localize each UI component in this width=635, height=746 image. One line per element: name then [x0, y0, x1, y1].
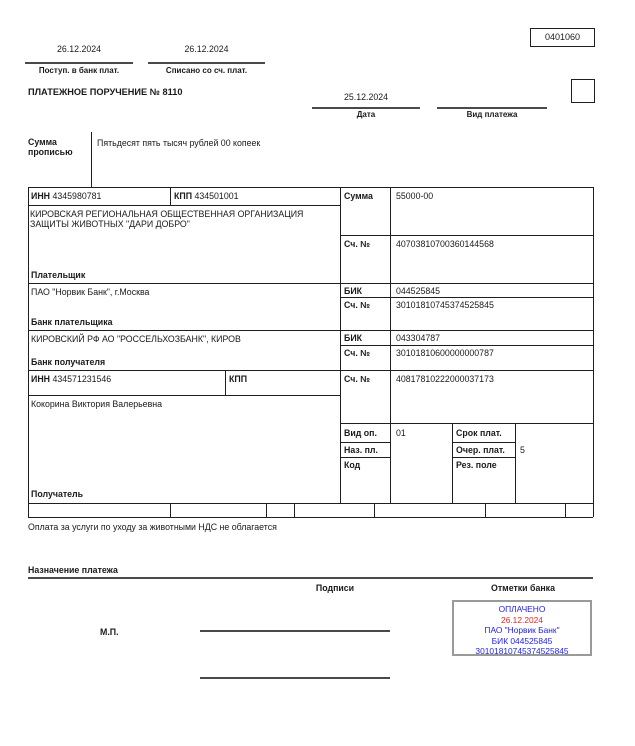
stamp-paid-text: ОПЛАЧЕНО: [498, 604, 546, 614]
table-line-payer-inn-bottom: [28, 205, 340, 206]
table-col-label-left: [340, 187, 341, 503]
amount-words-label: Сумма прописью: [28, 137, 73, 158]
beneficiary-bank-name: КИРОВСКИЙ РФ АО "РОССЕЛЬХОЗБАНК", КИРОВ: [31, 334, 241, 344]
payer-kpp-value: 434501001: [194, 191, 239, 201]
op-type-value: 01: [396, 428, 406, 438]
beneficiary-section-label: Получатель: [31, 489, 84, 499]
vidop-block-col2-left: [452, 423, 453, 503]
strip-divider-4: [374, 503, 375, 517]
vidop-block-col2-right: [515, 423, 516, 503]
beneficiary-bank-bik-label: БИК: [344, 333, 363, 343]
signature-line-1: [200, 630, 390, 632]
payment-type-label: Вид платежа: [466, 110, 518, 119]
beneficiary-kpp-divider: [225, 370, 226, 395]
payer-bank-bik: 044525845: [396, 286, 441, 296]
table-line-recipient-bottom: [28, 503, 593, 504]
payer-account: 40703810700360144568: [396, 239, 494, 249]
payer-kpp-label: КПП: [174, 191, 193, 201]
table-line-payer-bottom: [28, 283, 593, 284]
table-line-srok-bottom: [452, 442, 515, 443]
beneficiary-inn-label: ИНН: [31, 374, 51, 384]
beneficiary-bank-section-label: Банк получателя: [31, 357, 106, 367]
amount-words-divider: [91, 132, 92, 187]
payer-bank-acc-label: Сч. №: [344, 300, 371, 310]
debited-date-underline: [148, 62, 265, 64]
purpose-text: Оплата за услуги по уходу за животными НДС не облагается: [28, 522, 277, 532]
payer-inn-value: 4345980781: [52, 191, 102, 201]
payer-bank-corr-account: 30101810745374525845: [396, 300, 494, 310]
op-type-label: Вид оп.: [344, 428, 377, 438]
table-line-vidop-bottom: [340, 442, 390, 443]
kod-label: Код: [344, 460, 361, 470]
date-label: Дата: [356, 110, 376, 119]
table-line-ocher-bottom: [452, 457, 515, 458]
payer-kpp-divider: [170, 187, 171, 205]
table-line-benbank-bottom: [28, 370, 593, 371]
form-code-box: [530, 28, 595, 47]
table-line-top: [28, 187, 593, 188]
naz-pl-label: Наз. пл.: [344, 445, 378, 455]
srok-plat-label: Срок плат.: [456, 428, 502, 438]
received-in-bank-date: 26.12.2024: [56, 44, 102, 54]
form-code: 0401060: [544, 32, 581, 42]
debited-label: Списано со сч. плат.: [165, 66, 248, 75]
table-border-right: [593, 187, 594, 517]
table-line-sum-bottom: [340, 235, 593, 236]
table-line-strip-bottom: [28, 517, 593, 518]
payer-bank-section-label: Банк плательщика: [31, 317, 113, 327]
ocher-plat-value: 5: [520, 445, 525, 455]
beneficiary-inn: [31, 374, 111, 384]
payer-bank-bik-label: БИК: [344, 286, 363, 296]
received-in-bank-label: Поступ. в банк плат.: [38, 66, 120, 75]
table-border-left: [28, 187, 29, 517]
strip-divider-5: [485, 503, 486, 517]
received-date-underline: [25, 62, 133, 64]
ocher-plat-label: Очер. плат.: [456, 445, 505, 455]
stamp-account: 30101810745374525845: [475, 646, 569, 657]
mp-label: М.П.: [100, 627, 119, 637]
amount-words-value: Пятьдесят пять тысяч рублей 00 копеек: [97, 138, 261, 148]
table-line-benbank-bik-bottom: [340, 345, 593, 346]
strip-divider-1: [170, 503, 171, 517]
stamp-bank-name: ПАО "Норвик Банк": [484, 625, 560, 636]
beneficiary-inn-value: 434571231546: [52, 374, 112, 384]
signature-line-2: [200, 677, 390, 679]
table-line-nazp-bottom: [340, 457, 390, 458]
table-line-ben-acc-bottom: [340, 423, 593, 424]
strip-divider-2: [266, 503, 267, 517]
payer-inn: [31, 191, 101, 201]
beneficiary-name: Кокорина Виктория Валерьевна: [31, 399, 162, 409]
strip-divider-6: [565, 503, 566, 517]
payer-acc-label: Сч. №: [344, 239, 371, 249]
document-date: 25.12.2024: [343, 92, 389, 102]
payer-kpp: [174, 191, 239, 201]
beneficiary-bank-corr-account: 30101810600000000787: [396, 348, 494, 358]
payment-type-checkbox: [571, 79, 595, 103]
stamp-date: 26.12.2024: [501, 614, 543, 625]
strip-divider-3: [294, 503, 295, 517]
table-line-payerbank-bik-bottom: [340, 297, 593, 298]
rez-pole-label: Рез. поле: [456, 460, 497, 470]
date-underline: [312, 107, 420, 109]
document-title: ПЛАТЕЖНОЕ ПОРУЧЕНИЕ № 8110: [28, 87, 183, 97]
beneficiary-bank-bik: 043304787: [396, 333, 441, 343]
signatures-label: Подписи: [315, 583, 355, 593]
payer-section-label: Плательщик: [31, 270, 86, 280]
payer-bank-name: ПАО "Норвик Банк", г.Москва: [31, 287, 150, 297]
payer-inn-label: ИНН: [31, 191, 51, 201]
bank-paid-stamp: [452, 600, 592, 656]
purpose-underline: [28, 577, 593, 579]
bank-marks-label: Отметки банка: [491, 583, 555, 593]
beneficiary-acc-label: Сч. №: [344, 374, 371, 384]
payment-type-underline: [437, 107, 547, 109]
debited-date: 26.12.2024: [184, 44, 229, 54]
sum-label: Сумма: [344, 191, 373, 201]
payer-name: КИРОВСКАЯ РЕГИОНАЛЬНАЯ ОБЩЕСТВЕННАЯ ОРГАНИЗАЦИЯ ЗАЩИТЫ ЖИВОТНЫХ "ДАРИ ДОБРО": [30, 209, 304, 230]
stamp-bik: БИК 044525845: [491, 635, 553, 646]
table-line-payerbank-bottom: [28, 330, 593, 331]
table-col-value-left: [390, 187, 391, 503]
beneficiary-account: 40817810222000037173: [396, 374, 494, 384]
purpose-section-label: Назначение платежа: [28, 565, 118, 575]
table-line-ben-inn-bottom: [28, 395, 340, 396]
beneficiary-bank-acc-label: Сч. №: [344, 348, 371, 358]
sum-value: 55000-00: [396, 191, 434, 201]
beneficiary-kpp-label: КПП: [229, 374, 248, 384]
